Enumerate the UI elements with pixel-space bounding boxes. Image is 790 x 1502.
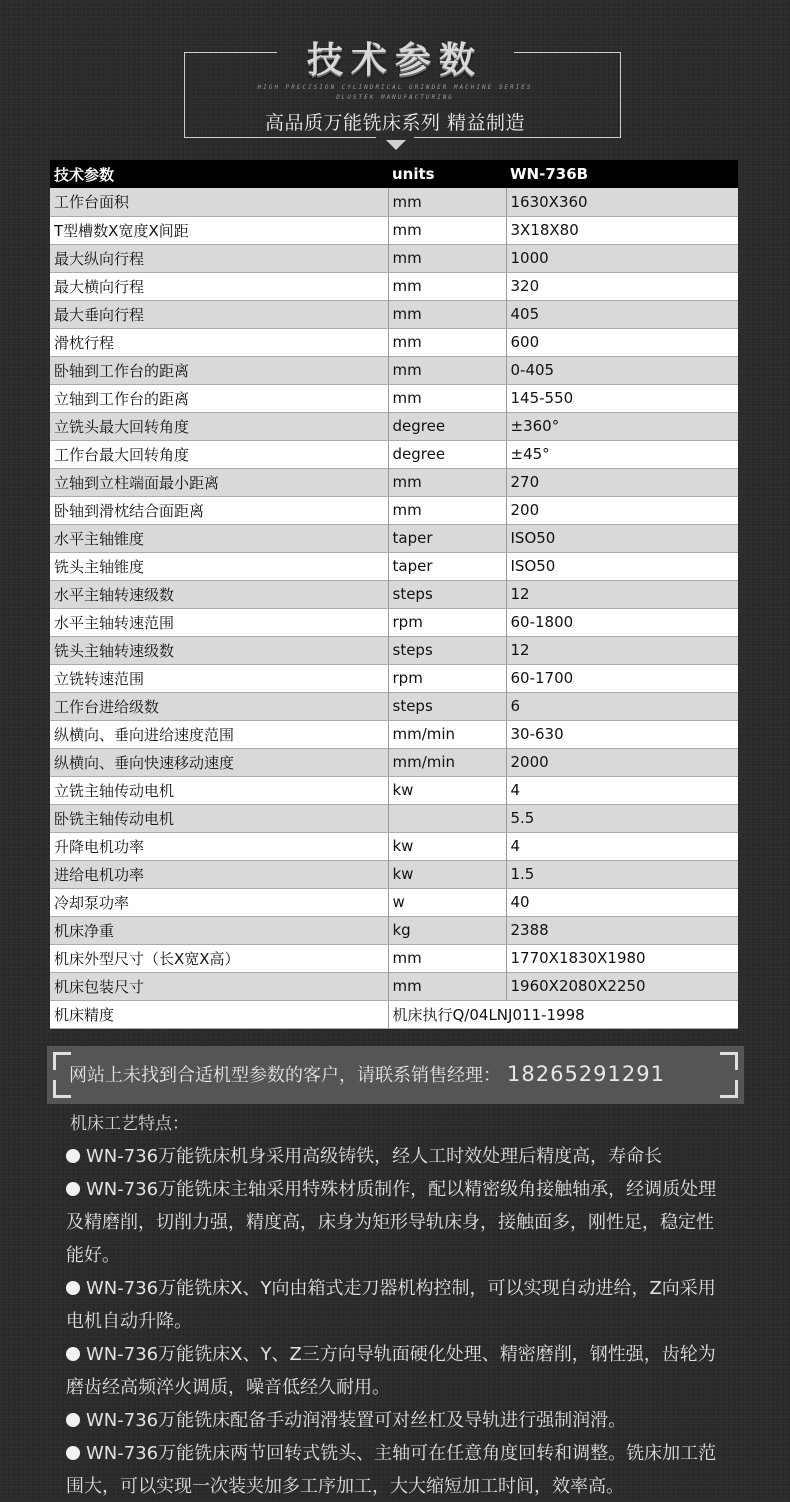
- cell-param: 水平主轴转速级数: [50, 580, 388, 608]
- feature-list: [66, 1140, 726, 1502]
- cell-unit: mm: [388, 496, 506, 524]
- table-row: [50, 496, 738, 524]
- cell-param: 机床包装尺寸: [50, 972, 388, 1000]
- table-row: [50, 972, 738, 1000]
- cell-unit: mm: [388, 972, 506, 1000]
- cell-value: ISO50: [506, 552, 738, 580]
- cell-unit: mm: [388, 356, 506, 384]
- cell-param: 纵横向、垂向进给速度范围: [50, 720, 388, 748]
- table-row: [50, 720, 738, 748]
- contact-bar: [47, 1046, 744, 1104]
- cell-unit: kw: [388, 776, 506, 804]
- cell-value: ±360°: [506, 412, 738, 440]
- feature-text: WN-736万能铣床两节回转式铣头、主轴可在任意角度回转和调整。铣床加工范围大，可以实现一次装夹加多工序加工，大大缩短加工时间，效率高。: [66, 1443, 717, 1497]
- contact-phone[interactable]: 18265291291: [507, 1062, 665, 1086]
- cell-value: 5.5: [506, 804, 738, 832]
- feature-item: [66, 1272, 726, 1338]
- cell-param: 工作台最大回转角度: [50, 440, 388, 468]
- cell-unit: mm: [388, 188, 506, 216]
- cell-param: 水平主轴锥度: [50, 524, 388, 552]
- cell-unit: mm: [388, 300, 506, 328]
- cell-param: 工作台面积: [50, 188, 388, 216]
- corner-bracket-icon: [720, 1080, 738, 1098]
- table-row: [50, 300, 738, 328]
- cell-unit: w: [388, 888, 506, 916]
- cell-value: 6: [506, 692, 738, 720]
- cell-value: 3X18X80: [506, 216, 738, 244]
- cell-value: 4: [506, 776, 738, 804]
- header-model: WN-736B: [506, 160, 738, 188]
- cell-unit: mm/min: [388, 748, 506, 776]
- cell-value: 1960X2080X2250: [506, 972, 738, 1000]
- cell-param: 进给电机功率: [50, 860, 388, 888]
- cell-unit: mm: [388, 244, 506, 272]
- cell-unit: taper: [388, 552, 506, 580]
- cell-param: 卧轴到滑枕结合面距离: [50, 496, 388, 524]
- cell-value: ISO50: [506, 524, 738, 552]
- cell-unit: kw: [388, 860, 506, 888]
- cell-value: 200: [506, 496, 738, 524]
- cell-value: 60-1700: [506, 664, 738, 692]
- cell-param: 冷却泵功率: [50, 888, 388, 916]
- cell-value: 600: [506, 328, 738, 356]
- cell-param: 立铣头最大回转角度: [50, 412, 388, 440]
- table-row: [50, 524, 738, 552]
- cell-unit: mm: [388, 384, 506, 412]
- table-row: [50, 412, 738, 440]
- cell-param: 水平主轴转速范围: [50, 608, 388, 636]
- contact-message: [69, 1061, 665, 1087]
- table-row: [50, 692, 738, 720]
- features-title: 机床工艺特点：: [70, 1114, 189, 1134]
- cell-param: 立轴到工作台的距离: [50, 384, 388, 412]
- frame-bottom-right: [414, 137, 621, 138]
- table-row: [50, 468, 738, 496]
- cell-param: 铣头主轴锥度: [50, 552, 388, 580]
- table-row: [50, 804, 738, 832]
- contact-text: 网站上未找到合适机型参数的客户，请联系销售经理：: [69, 1065, 501, 1086]
- cell-unit: taper: [388, 524, 506, 552]
- feature-text: WN-736万能铣床机身采用高级铸铁，经人工时效处理后精度高，寿命长: [86, 1146, 663, 1167]
- cell-unit: kw: [388, 832, 506, 860]
- feature-text: WN-736万能铣床配备手动润滑装置可对丝杠及导轨进行强制润滑。: [86, 1410, 627, 1431]
- cell-unit: rpm: [388, 608, 506, 636]
- table-row: [50, 776, 738, 804]
- cell-value: 145-550: [506, 384, 738, 412]
- cell-unit: mm: [388, 272, 506, 300]
- bullet-icon: [66, 1182, 80, 1196]
- header-param: 技术参数: [50, 160, 388, 188]
- feature-text: WN-736万能铣床主轴采用特殊材质制作，配以精密级角接触轴承，经调质处理及精磨削，切削力强，精度高，床身为矩形导轨床身，接触面多，刚性足，稳定性能好。: [66, 1179, 717, 1266]
- cell-unit: mm: [388, 328, 506, 356]
- header-units: units: [388, 160, 506, 188]
- table-body: [50, 188, 738, 1028]
- cell-value: 2000: [506, 748, 738, 776]
- cell-param: 纵横向、垂向快速移动速度: [50, 748, 388, 776]
- table-row: [50, 356, 738, 384]
- table-row: [50, 664, 738, 692]
- subtitle-cn: 高品质万能铣床系列 精益制造: [264, 112, 526, 134]
- cell-unit: kg: [388, 916, 506, 944]
- cell-param: 最大纵向行程: [50, 244, 388, 272]
- feature-item: [66, 1173, 726, 1272]
- cell-param: 最大垂向行程: [50, 300, 388, 328]
- table-row: [50, 328, 738, 356]
- cell-param: T型槽数X宽度X间距: [50, 216, 388, 244]
- spec-table: [50, 160, 738, 1029]
- header: [0, 0, 790, 160]
- cell-unit: degree: [388, 440, 506, 468]
- cell-param: 机床外型尺寸（长X宽X高）: [50, 944, 388, 972]
- bullet-icon: [66, 1149, 80, 1163]
- table-header-row: [50, 160, 738, 188]
- cell-value: 320: [506, 272, 738, 300]
- cell-param: 机床净重: [50, 916, 388, 944]
- cell-param: 最大横向行程: [50, 272, 388, 300]
- bullet-icon: [66, 1413, 80, 1427]
- cell-value: 1630X360: [506, 188, 738, 216]
- cell-value: 60-1800: [506, 608, 738, 636]
- cell-param: 立铣主轴传动电机: [50, 776, 388, 804]
- table-row: [50, 860, 738, 888]
- cell-unit: steps: [388, 692, 506, 720]
- cell-param: 机床精度: [50, 1000, 388, 1028]
- feature-item: [66, 1338, 726, 1404]
- frame-bottom-left: [184, 137, 376, 138]
- cell-param: 工作台进给级数: [50, 692, 388, 720]
- table-row: [50, 608, 738, 636]
- cell-param: 卧轴到工作台的距离: [50, 356, 388, 384]
- cell-value: 1000: [506, 244, 738, 272]
- table-row: [50, 216, 738, 244]
- table-row: [50, 636, 738, 664]
- cell-param: 升降电机功率: [50, 832, 388, 860]
- cell-unit: degree: [388, 412, 506, 440]
- table-row: [50, 440, 738, 468]
- table-row: [50, 916, 738, 944]
- cell-value: 0-405: [506, 356, 738, 384]
- cell-unit: steps: [388, 636, 506, 664]
- cell-param: 立轴到立柱端面最小距离: [50, 468, 388, 496]
- table-row: [50, 580, 738, 608]
- cell-value: 12: [506, 580, 738, 608]
- cell-unit: steps: [388, 580, 506, 608]
- table-row: [50, 944, 738, 972]
- features-section: [66, 1108, 726, 1502]
- table-row: [50, 244, 738, 272]
- table-row: [50, 1000, 738, 1028]
- table-row: [50, 888, 738, 916]
- cell-param: 铣头主轴转速级数: [50, 636, 388, 664]
- cell-value: 机床执行Q/04LNJ011-1998: [388, 1000, 738, 1028]
- table-row: [50, 552, 738, 580]
- cell-value: 30-630: [506, 720, 738, 748]
- table-row: [50, 748, 738, 776]
- cell-value: 1.5: [506, 860, 738, 888]
- cell-value: 12: [506, 636, 738, 664]
- cell-value: ±45°: [506, 440, 738, 468]
- cell-value: 270: [506, 468, 738, 496]
- cell-unit: mm: [388, 468, 506, 496]
- cell-value: 1770X1830X1980: [506, 944, 738, 972]
- cell-unit: mm: [388, 944, 506, 972]
- cell-value: 405: [506, 300, 738, 328]
- bullet-icon: [66, 1347, 80, 1361]
- feature-text: WN-736万能铣床X、Y向由箱式走刀器机构控制，可以实现自动进给，Z向采用电机自动升降。: [66, 1278, 716, 1332]
- bullet-icon: [66, 1281, 80, 1295]
- subtitle-en-1: HIGH PRECISION CYLINDRICAL GRINDER MACHINE SERIES: [257, 84, 533, 91]
- feature-text: WN-736万能铣床X、Y、Z三方向导轨面硬化处理、精密磨削，钢性强，齿轮为磨齿经高频淬火调质，噪音低经久耐用。: [66, 1344, 716, 1398]
- cell-unit: [388, 804, 506, 832]
- corner-bracket-icon: [720, 1052, 738, 1070]
- feature-item: [66, 1140, 726, 1173]
- cell-param: 立铣转速范围: [50, 664, 388, 692]
- subtitle-en-2: OLUSTEK MANUFACTURING: [336, 94, 454, 101]
- cell-unit: mm: [388, 216, 506, 244]
- cell-unit: mm/min: [388, 720, 506, 748]
- cell-value: 40: [506, 888, 738, 916]
- table-row: [50, 272, 738, 300]
- table-row: [50, 832, 738, 860]
- feature-item: [66, 1437, 726, 1502]
- table-row: [50, 188, 738, 216]
- feature-item: [66, 1404, 726, 1437]
- down-triangle-icon: [386, 140, 406, 150]
- page-title: 技术参数: [306, 40, 483, 81]
- cell-param: 卧铣主轴传动电机: [50, 804, 388, 832]
- cell-value: 2388: [506, 916, 738, 944]
- table-row: [50, 384, 738, 412]
- bullet-icon: [66, 1446, 80, 1460]
- cell-value: 4: [506, 832, 738, 860]
- cell-unit: rpm: [388, 664, 506, 692]
- cell-param: 滑枕行程: [50, 328, 388, 356]
